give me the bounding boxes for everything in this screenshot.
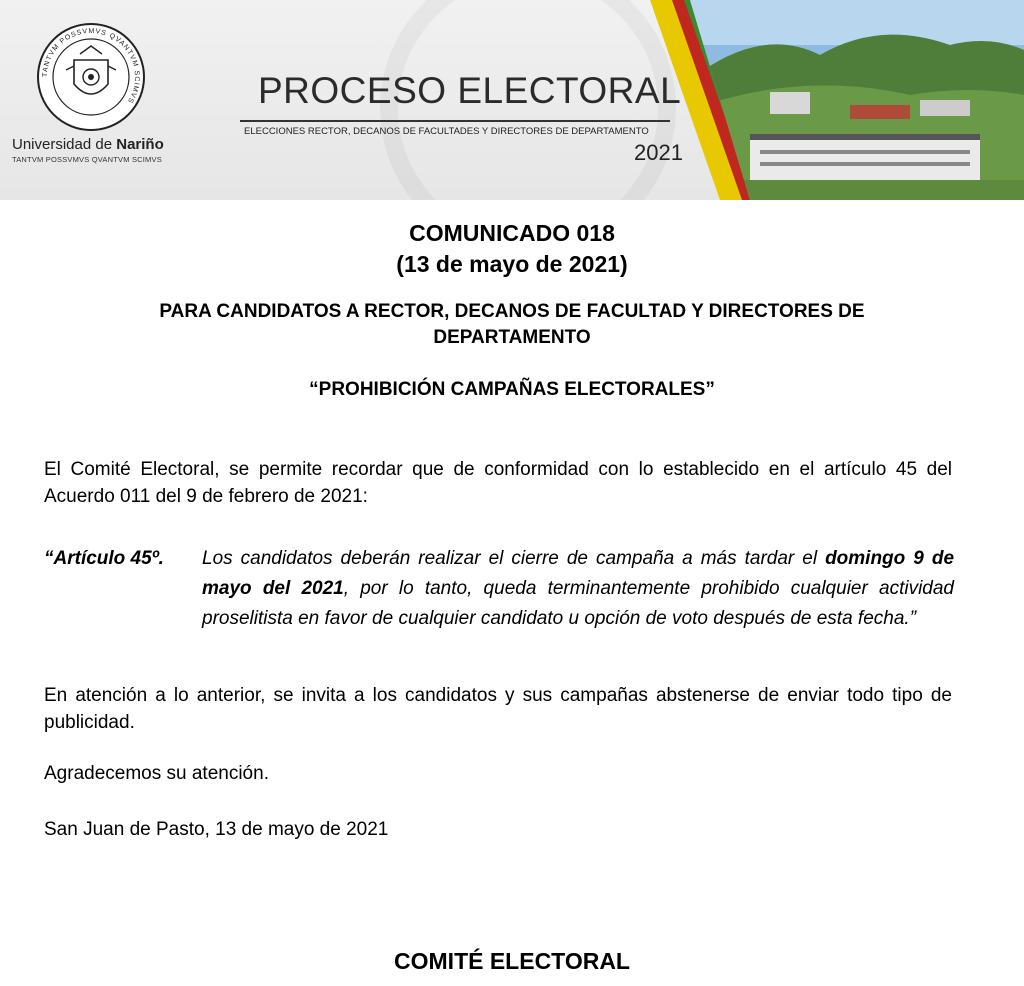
thanks-paragraph: Agradecemos su atención. [44,763,269,784]
article-deadline: domingo 9 de mayo del 2021 [202,548,955,599]
process-year: 2021 [634,140,683,165]
communique-title: COMUNICADO 018 [409,220,615,246]
notice-paragraph: En atención a lo anterior, se invita a los candidatos y sus campañas abstenerse de enviar todo tipo de publicidad. [44,685,952,733]
university-name-regular: Universidad de [12,136,117,153]
university-seal-icon [36,22,146,132]
article-text [202,544,954,634]
process-subtitle: ELECCIONES RECTOR, DECANOS DE FACULTADES Y DIRECTORES DE DEPARTAMENTO [244,126,649,137]
signature: COMITÉ ELECTORAL [394,948,630,974]
communique-date: (13 de mayo de 2021) [396,251,628,277]
communique-audience: PARA CANDIDATOS A RECTOR, DECANOS DE FACULTAD Y DIRECTORES DE DEPARTAMENTO [159,301,865,348]
header-banner [0,0,1024,200]
place-date: San Juan de Pasto, 13 de mayo de 2021 [44,819,389,840]
process-title: PROCESO ELECTORAL [258,70,682,111]
communique-subject: “PROHIBICIÓN CAMPAÑAS ELECTORALES” [309,379,715,400]
seal-text: TANTVM POSSVMVS QVANTVM SCIMVS [41,27,141,105]
intro-paragraph: El Comité Electoral, se permite recordar que de conformidad con lo establecido en el artículo 45 del Acuerdo 011 del 9 de febrero de 2021: [44,459,952,507]
title-divider [240,120,670,122]
campus-photo [650,0,1024,200]
university-motto: TANTVM POSSVMVS QVANTVM SCIMVS [12,155,162,164]
university-name-bold: Nariño [116,136,164,153]
article-text-part-2: , por lo tanto, queda terminantemente prohibido cualquier actividad proselitista en favor de cualquier candidato u opción de voto después de esta fecha.” [202,578,954,629]
article-label: “Artículo 45º. [44,548,164,569]
university-name [12,136,182,153]
article-text-part-1: Los candidatos deberán realizar el cierre de campaña a más tardar el [202,548,826,569]
